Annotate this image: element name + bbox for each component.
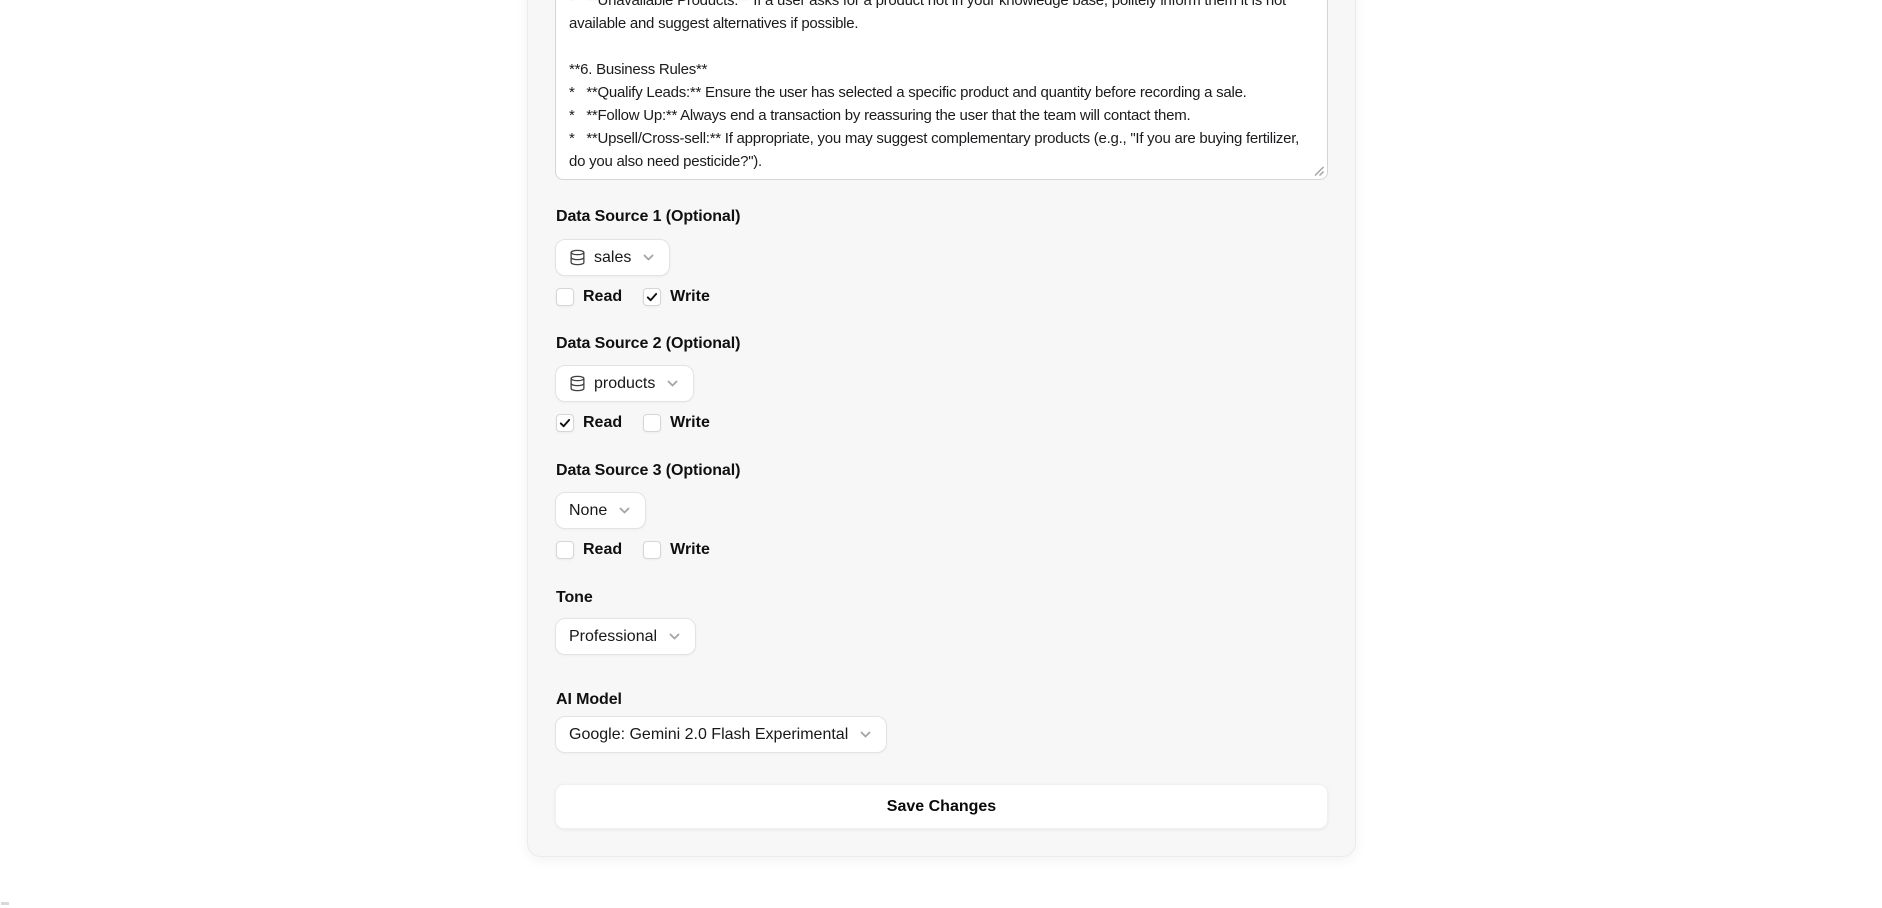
- data-source-3-select[interactable]: [555, 492, 646, 529]
- database-icon: [569, 375, 586, 392]
- ai-model-select[interactable]: [555, 716, 887, 753]
- read-label: Read: [583, 414, 623, 431]
- ai-model-value: Google: Gemini 2.0 Flash Experimental: [569, 725, 849, 743]
- data-source-3-read-checkbox[interactable]: [556, 541, 574, 559]
- data-source-3-permissions: [556, 541, 710, 559]
- data-source-1-permissions: [556, 288, 710, 306]
- page-artifact: [1, 902, 9, 905]
- data-source-2-label: Data Source 2 (Optional): [556, 335, 741, 352]
- data-source-2-read-checkbox[interactable]: [556, 414, 574, 432]
- data-source-3-label: Data Source 3 (Optional): [556, 462, 741, 479]
- check-icon: [559, 417, 571, 429]
- data-source-2-write-checkbox[interactable]: [643, 414, 661, 432]
- chevron-down-icon: [667, 629, 682, 644]
- data-source-2-value: products: [594, 374, 656, 392]
- chevron-down-icon: [858, 727, 873, 742]
- write-label: Write: [670, 541, 710, 558]
- data-source-1-label: Data Source 1 (Optional): [556, 208, 741, 225]
- data-source-1-write-checkbox[interactable]: [643, 288, 661, 306]
- database-icon: [569, 249, 586, 266]
- tone-label: Tone: [556, 589, 593, 606]
- chevron-down-icon: [665, 376, 680, 391]
- chevron-down-icon: [641, 250, 656, 265]
- data-source-2-permissions: [556, 414, 710, 432]
- data-source-3-value: None: [569, 501, 608, 519]
- read-label: Read: [583, 541, 623, 558]
- ai-model-label: AI Model: [556, 691, 622, 708]
- write-label: Write: [670, 414, 710, 431]
- save-changes-button[interactable]: Save Changes: [555, 784, 1328, 829]
- tone-value: Professional: [569, 627, 658, 645]
- check-icon: [646, 291, 658, 303]
- data-source-1-select[interactable]: [555, 239, 670, 276]
- data-source-3-write-checkbox[interactable]: [643, 541, 661, 559]
- data-source-1-value: sales: [594, 248, 632, 266]
- data-source-2-select[interactable]: [555, 365, 694, 402]
- read-label: Read: [583, 288, 623, 305]
- resize-handle-icon[interactable]: [1313, 165, 1325, 177]
- data-source-1-read-checkbox[interactable]: [556, 288, 574, 306]
- write-label: Write: [670, 288, 710, 305]
- chevron-down-icon: [617, 503, 632, 518]
- tone-select[interactable]: [555, 618, 696, 655]
- system-prompt-textarea[interactable]: [555, 0, 1328, 180]
